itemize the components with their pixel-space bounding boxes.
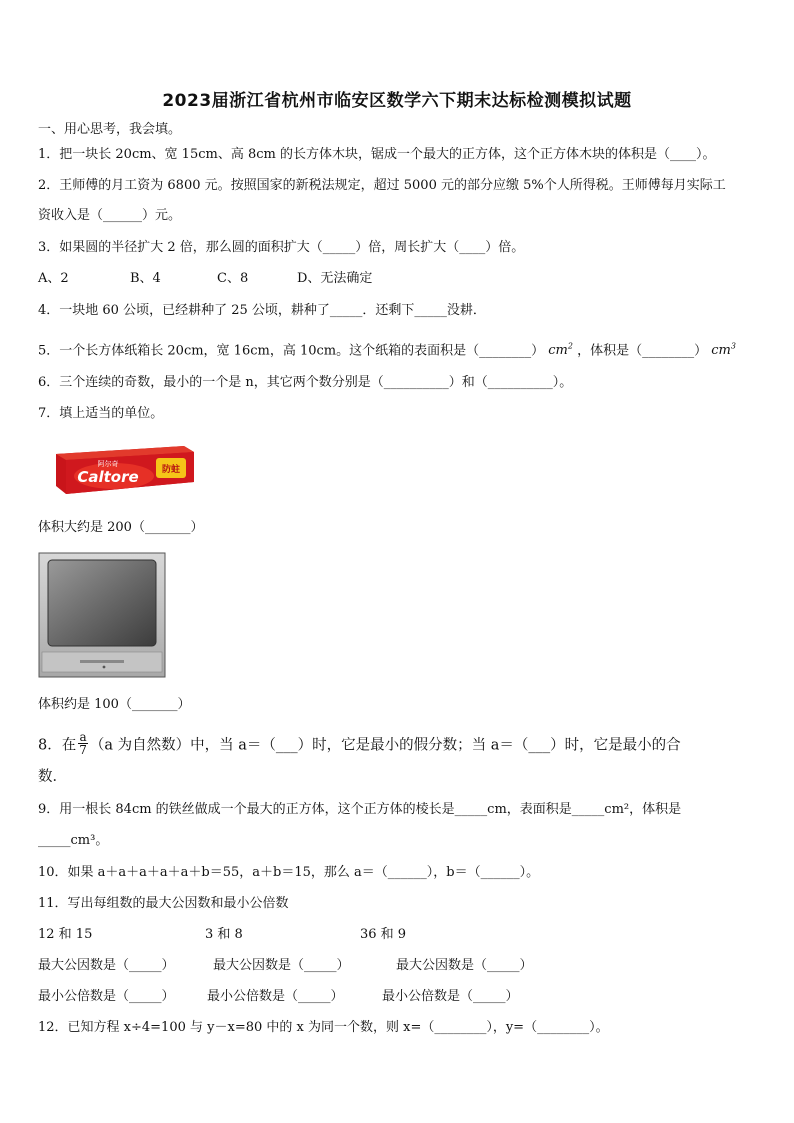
q3-option-d: D、无法确定 [297,271,373,286]
q3-option-a: A、2 [38,271,69,286]
question-6: 6．三个连续的奇数，最小的一个是 n，其它两个数分别是（__________）和（__________）。 [38,375,573,390]
q8-text: （a 为自然数）中，当 a＝（___）时，它是最小的假分数；当 a＝（___）时，它是最小的合 [89,737,681,754]
q11-lcm-3: 最小公倍数是（_____） [382,989,519,1004]
q11-gcd-3: 最大公因数是（_____） [396,958,533,973]
q8-prefix: 8．在 [38,737,77,754]
question-8 [38,730,681,758]
question-5 [38,338,736,360]
question-12: 12．已知方程 x÷4=100 与 y－x=80 中的 x 为同一个数，则 x=（________），y=（________）。 [38,1020,609,1035]
question-10: 10．如果 a＋a＋a＋a＋a＋b＝55，a＋b＝15，那么 a＝（______），b＝（______）。 [38,865,540,880]
toothpaste-box-image [52,442,196,498]
q11-lcm-1: 最小公倍数是（_____） [38,989,175,1004]
question-9-line-1: 9．用一根长 84cm 的铁丝做成一个最大的正方体，这个正方体的棱长是_____cm，表面积是_____cm²，体积是 [38,802,682,817]
svg-text:Caltore: Caltore [77,468,139,486]
q11-group-1: 12 和 15 [38,927,93,942]
page-title: 2023届浙江省杭州市临安区数学六下期末达标检测模拟试题 [162,91,632,111]
svg-text:阿尔奇: 阿尔奇 [97,460,119,468]
q11-group-3: 36 和 9 [360,927,407,942]
question-11: 11．写出每组数的最大公因数和最小公倍数 [38,896,289,911]
q5-text-1: 5．一个长方体纸箱长 20cm，宽 16cm，高 10cm。这个纸箱的表面积是（________） [38,343,545,359]
question-7-answer-a: 体积大约是 200（_______） [38,520,204,535]
q5-unit-area: $cm^2$ [548,342,573,359]
question-2-line-1: 2．王师傅的月工资为 6800 元。按照国家的新税法规定，超过 5000 元的部分应缴 5%个人所得税。王师傅每月实际工 [38,178,726,193]
toothpaste-box-illustration [52,442,196,498]
q11-lcm-2: 最小公倍数是（_____） [207,989,344,1004]
question-7-answer-b: 体积约是 100（_______） [38,697,191,712]
q11-gcd-2: 最大公因数是（_____） [213,958,350,973]
q3-option-c: C、8 [217,271,249,286]
question-4: 4．一块地 60 公顷，已经耕种了 25 公顷，耕种了_____．还剩下_____没耕． [38,303,486,318]
q11-group-2: 3 和 8 [205,927,243,942]
question-7: 7．填上适当的单位。 [38,406,164,421]
tv-illustration [38,552,166,678]
question-3: 3．如果圆的半径扩大 2 倍，那么圆的面积扩大（_____）倍，周长扩大（____）倍。 [38,240,525,255]
section-heading: 一、用心思考，我会填。 [38,122,182,137]
q3-option-b: B、4 [130,271,161,286]
question-1: 1．把一块长 20cm、宽 15cm、高 8cm 的长方体木块，锯成一个最大的正方体，这个正方体木块的体积是（____）。 [38,147,716,162]
q8-fraction: $\frac{a}{7}$ [79,730,87,757]
svg-text:防蛀: 防蛀 [161,465,181,475]
question-8-line-2: 数． [38,769,67,785]
question-9-line-2: _____cm³。 [38,833,109,848]
q5-text-2: ，体积是（________） [577,343,708,359]
tv-image [38,552,166,678]
q11-gcd-1: 最大公因数是（_____） [38,958,175,973]
question-2-line-2: 资收入是（______）元。 [38,208,182,223]
q5-unit-volume: $cm^3$ [711,342,736,359]
